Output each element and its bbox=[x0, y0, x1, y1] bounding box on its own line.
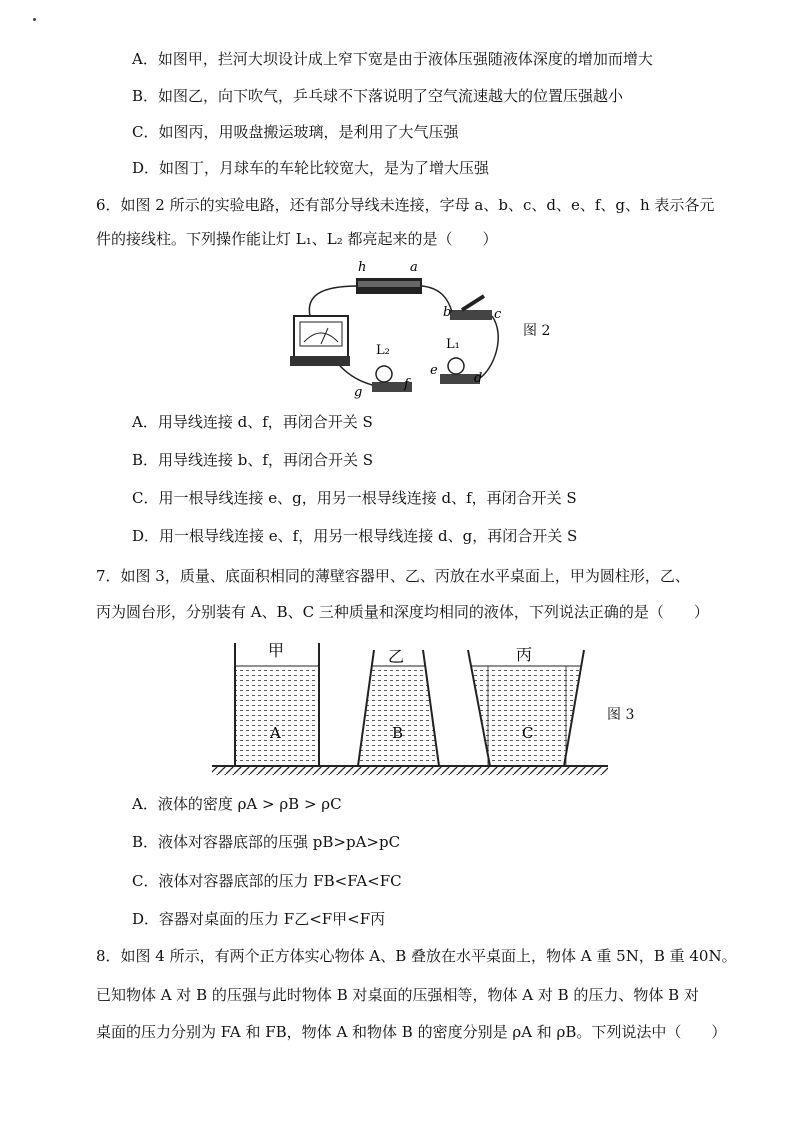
q6-option-a: A．用导线连接 d、f，再闭合开关 S bbox=[132, 413, 373, 431]
containers-figure bbox=[210, 638, 610, 778]
q6-option-c: C．用一根导线连接 e、g，用另一根导线连接 d、f，再闭合开关 S bbox=[132, 489, 577, 507]
q7-option-c: C．液体对容器底部的压力 FB<FA<FC bbox=[132, 872, 402, 890]
liquid-c-label: C bbox=[522, 724, 534, 742]
liquid-a-label: A bbox=[270, 724, 281, 742]
terminal-label-h: h bbox=[358, 260, 367, 275]
q8-stem-line1: 8．如图 4 所示，有两个正方体实心物体 A、B 叠放在水平桌面上，物体 A 重 5N，B 重 40N。 bbox=[96, 947, 737, 965]
circuit-figure bbox=[280, 256, 520, 406]
q6-option-d: D．用一根导线连接 e、f，用另一根导线连接 d、g，再闭合开关 S bbox=[132, 527, 578, 545]
container-jia-label: 甲 bbox=[268, 641, 285, 660]
q6-option-b: B．用导线连接 b、f，再闭合开关 S bbox=[132, 451, 373, 469]
q5-option-c: C．如图丙，用吸盘搬运玻璃，是利用了大气压强 bbox=[132, 123, 459, 141]
figure-2-label: 图 2 bbox=[523, 323, 551, 339]
q8-stem-line2: 已知物体 A 对 B 的压强与此时物体 B 对桌面的压强相等，物体 A 对 B 的压力、物体 B 对 bbox=[96, 986, 699, 1004]
q5-option-b: B．如图乙，向下吹气，乒乓球不下落说明了空气流速越大的位置压强越小 bbox=[132, 87, 624, 105]
lamp-label-l1: L₁ bbox=[446, 337, 460, 352]
q5-option-a: A．如图甲，拦河大坝设计成上窄下宽是由于液体压强随液体深度的增加而增大 bbox=[132, 50, 653, 68]
terminal-label-b: b bbox=[443, 305, 452, 320]
q7-option-b: B．液体对容器底部的压强 pB>pA>pC bbox=[132, 833, 401, 851]
scan-speck bbox=[33, 18, 36, 21]
terminal-label-e: e bbox=[430, 363, 438, 378]
lamp-label-l2: L₂ bbox=[376, 343, 390, 358]
terminal-label-g: g bbox=[354, 385, 363, 400]
q7-option-a: A．液体的密度 ρA > ρB > ρC bbox=[132, 795, 342, 813]
container-bing-label: 丙 bbox=[516, 645, 533, 664]
switch bbox=[450, 310, 492, 320]
terminal-label-a: a bbox=[410, 260, 418, 275]
terminal-label-c: c bbox=[494, 307, 502, 322]
terminal-label-d: d bbox=[474, 371, 483, 386]
lamp-l1-bulb bbox=[448, 358, 464, 374]
figure-3-label: 图 3 bbox=[607, 707, 635, 723]
terminal-label-f: f bbox=[404, 377, 409, 392]
q8-stem-line3: 桌面的压力分别为 FA 和 FB，物体 A 和物体 B 的密度分别是 ρA 和 ρB。下列说法中（ ） bbox=[96, 1023, 727, 1041]
q6-stem-line2: 件的接线柱。下列操作能让灯 L₁、L₂ 都亮起来的是（ ） bbox=[96, 230, 498, 248]
liquid-b-label: B bbox=[392, 724, 404, 742]
container-yi-label: 乙 bbox=[388, 647, 405, 666]
q7-stem-line1: 7．如图 3，质量、底面积相同的薄壁容器甲、乙、丙放在水平桌面上，甲为圆柱形，乙、 bbox=[96, 567, 690, 585]
container-jia-liquid bbox=[235, 666, 319, 766]
q7-stem-line2: 丙为圆台形，分别装有 A、B、C 三种质量和深度均相同的液体，下列说法正确的是（ ） bbox=[96, 603, 709, 621]
lamp-l2-bulb bbox=[376, 366, 392, 382]
q5-option-d: D．如图丁，月球车的车轮比较宽大，是为了增大压强 bbox=[132, 159, 490, 177]
q6-stem-line1: 6．如图 2 所示的实验电路，还有部分导线未连接，字母 a、b、c、d、e、f、g、h 表示各元 bbox=[96, 196, 715, 214]
q7-option-d: D．容器对桌面的压力 F乙<F甲<F丙 bbox=[132, 910, 386, 928]
